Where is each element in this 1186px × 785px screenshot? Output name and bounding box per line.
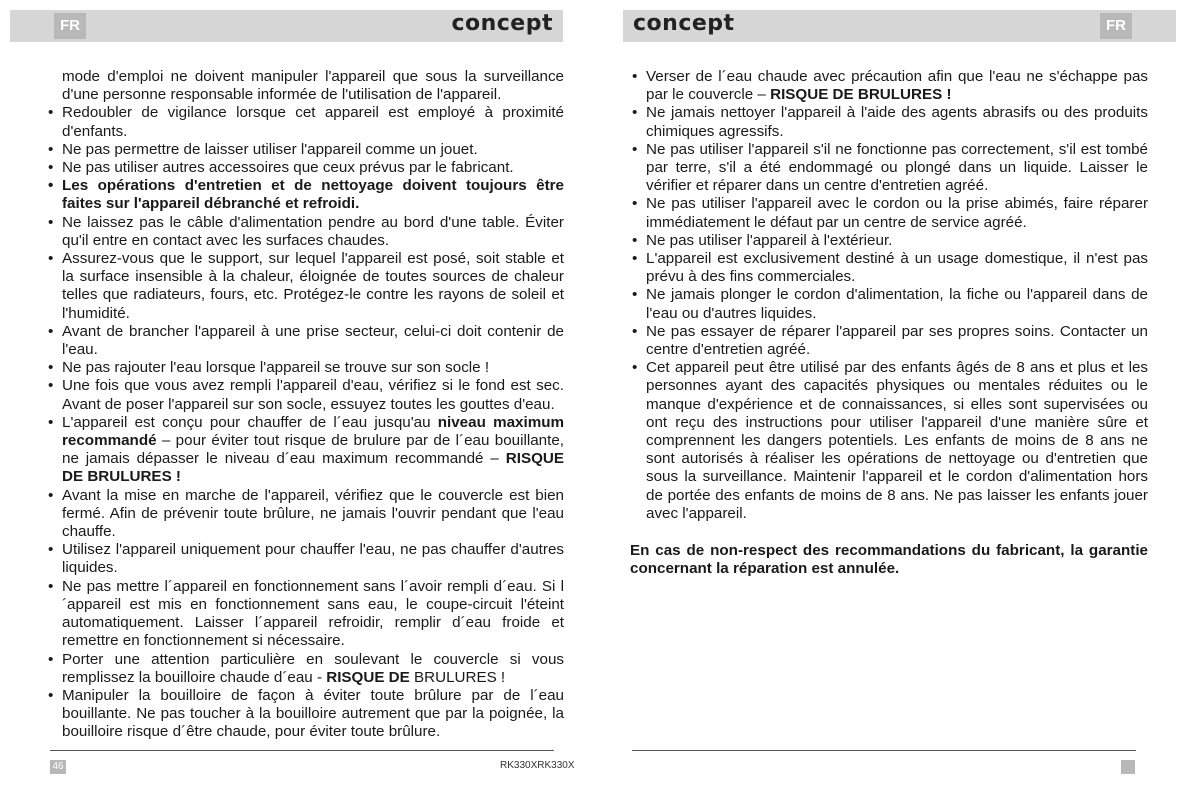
- model-number: RK330XRK330X: [500, 760, 575, 771]
- list-item-bold: • Les opérations d'entretien et de nettoyage doivent toujours être faites sur l'appareil débranché et refroidi.: [48, 177, 564, 213]
- list-item: • Ne pas permettre de laisser utiliser l'appareil comme un jouet.: [48, 140, 478, 158]
- footer-divider-left: [50, 750, 554, 751]
- list-item-lid: • Porter une attention particulière en soulevant le couvercle si vous remplissez la bouilloire chaude d´eau - RISQUE DE BRULURES !: [48, 650, 564, 686]
- list-item: • Redoubler de vigilance lorsque cet appareil est employé à proximité d'enfants.: [48, 104, 564, 140]
- list-item: • Ne pas mettre l´appareil en fonctionnement sans l´avoir rempli d´eau. Si l´appareil est mis en fonctionnement sans eau, le coupe-circuit l'éteint automatiquement. Laisser l´appareil refroidir, remplir d´eau froide et remettre en fonctionnement si nécessaire.: [48, 577, 564, 650]
- list-item: • Ne jamais nettoyer l'appareil à l'aide des agents abrasifs ou des produits chimiques agressifs.: [632, 104, 1148, 140]
- header-bar-right: [623, 10, 1176, 42]
- list-item-hot-water: • Verser de l´eau chaude avec précaution afin que l'eau ne s'échappe pas par le couvercle – RISQUE DE BRULURES !: [632, 68, 1148, 104]
- list-item: • Utilisez l'appareil uniquement pour chauffer l'eau, ne pas chauffer d'autres liquides.: [48, 541, 564, 577]
- list-item: • Ne pas essayer de réparer l'appareil par ses propres soins. Contacter un centre d'entretien agréé.: [632, 322, 1148, 359]
- left-bullet-list: [46, 104, 564, 741]
- list-item: • Ne pas utiliser l'appareil s'il ne fonctionne pas correctement, s'il est tombé par terre, s'il a été endommagé ou plongé dans un liquide. Laisser le vérifier et réparer dans un centre d'entretien agréé.: [632, 140, 1148, 195]
- brand-logo-left: concept: [451, 11, 553, 36]
- list-item: • Ne pas utiliser l'appareil avec le cordon ou la prise abimés, faire réparer immédiatement le défaut par un centre de service agréé.: [632, 195, 1148, 231]
- right-bullet-list: [630, 68, 1148, 523]
- left-page-content: [46, 68, 564, 742]
- list-item: • Cet appareil peut être utilisé par des enfants âgés de 8 ans et plus et les personnes ayant des capacités physiques ou mentales réduites ou le manque d'expérience et de connaissances, si elles sont supervisées ou ont reçu des instructions pour utiliser l'appareil d'une manière sûre et comprennent les dangers potentiels. Les enfants de moins de 8 ans ne sont autorisés à réaliser les opérations de nettoyage ou d'entretien que sous la surveillance. Maintenir l'appareil et le cordon d'alimentation hors de portée des enfants de moins de 8 ans. Ne pas laisser les enfants jouer avec l'appareil.: [632, 359, 1148, 522]
- footer-divider-right: [632, 750, 1136, 751]
- warranty-notice: En cas de non-respect des recommandations du fabricant, la garantie concernant la réparation est annulée.: [630, 542, 1148, 578]
- list-item: • L'appareil est exclusivement destiné à un usage domestique, il n'est pas prévu à des fins commerciales.: [632, 250, 1148, 286]
- list-item: • Une fois que vous avez rempli l'appareil d'eau, vérifiez si le fond est sec. Avant de poser l'appareil sur son socle, essuyez toutes les gouttes d'eau.: [48, 377, 564, 413]
- brand-logo-right: concept: [633, 11, 735, 36]
- list-item: • Ne laissez pas le câble d'alimentation pendre au bord d'une table. Éviter qu'il entre en contact avec les surfaces chaudes.: [48, 213, 564, 249]
- list-item-max-level: • L'appareil est conçu pour chauffer de l´eau jusqu'au niveau maximum recommandé – pour éviter tout risque de brulure par de l´eau bouillante, ne jamais dépasser le niveau d´eau maximum recommandé – RISQUE DE BRULURES !: [48, 413, 564, 486]
- list-item: • Manipuler la bouilloire de façon à éviter toute brûlure par de l´eau bouillante. Ne pas toucher à la bouilloire autrement que par la poignée, la bouilloire risque d´être chaude, pour éviter toute brûlure.: [48, 686, 564, 741]
- list-item: • Ne pas utiliser autres accessoires que ceux prévus par le fabricant.: [48, 159, 514, 177]
- list-item: • Ne pas utiliser l'appareil à l'extérieur.: [632, 231, 893, 249]
- header-bar-left: [10, 10, 563, 42]
- list-item: • Ne jamais plonger le cordon d'alimentation, la fiche ou l'appareil dans de l'eau ou d'autres liquides.: [632, 286, 1148, 322]
- language-badge-right: FR: [1100, 13, 1132, 39]
- right-page-content: [630, 68, 1148, 578]
- list-item: • Avant la mise en marche de l'appareil, vérifiez que le couvercle est bien fermé. Afin de prévenir toute brûlure, ne jamais l'ouvrir pendant que l'eau chauffe.: [48, 486, 564, 541]
- list-item: • Assurez-vous que le support, sur lequel l'appareil est posé, soit stable et la surface insensible à la chaleur, éloignée de toutes sources de chaleur telles que radiateurs, fours, etc. Protégez-le contre les rayons de soleil et l'humidité.: [48, 250, 564, 322]
- page-number: 46: [50, 760, 66, 774]
- list-item: • Ne pas rajouter l'eau lorsque l'appareil se trouve sur son socle !: [48, 359, 490, 377]
- page-marker: [1121, 760, 1135, 774]
- language-badge-left: FR: [54, 13, 86, 39]
- list-item: • Avant de brancher l'appareil à une prise secteur, celui-ci doit contenir de l'eau.: [48, 322, 564, 359]
- intro-paragraph: mode d'emploi ne doivent manipuler l'appareil que sous la surveillance d'une personne responsable informée de l'utilisation de l'appareil.: [62, 68, 564, 104]
